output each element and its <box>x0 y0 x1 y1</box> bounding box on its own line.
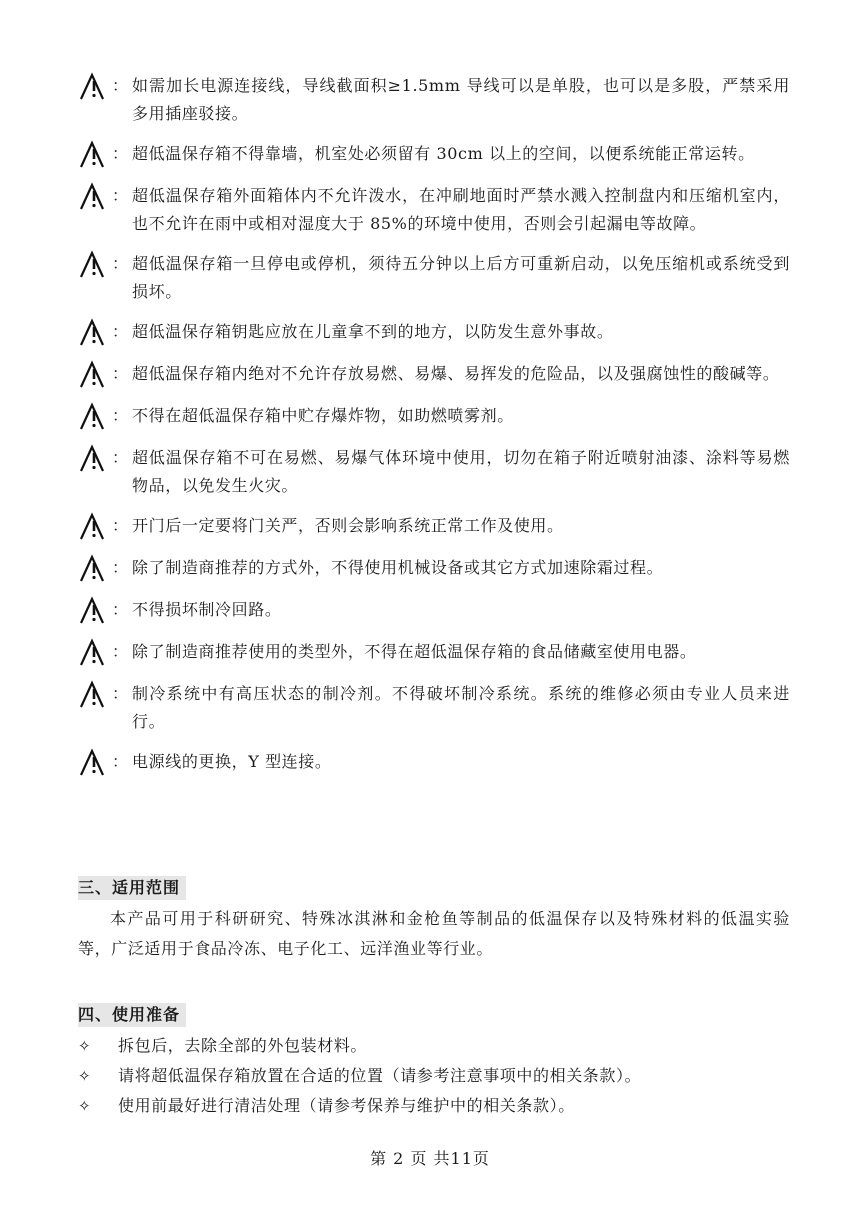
warning-colon: ： <box>112 186 129 205</box>
warning-item <box>78 250 790 306</box>
warning-colon: ： <box>112 642 129 661</box>
warning-text: 超低温保存箱一旦停电或停机，须待五分钟以上后方可重新启动，以免压缩机或系统受到损坏。 <box>132 254 790 301</box>
warning-colon: ： <box>112 322 129 341</box>
warning-colon: ： <box>112 684 129 703</box>
warning-text: 制冷系统中有高压状态的制冷剂。不得破坏制冷系统。系统的维修必须由专业人员来进行。 <box>132 684 790 731</box>
section-heading-scope: 三、适用范围 <box>78 876 186 900</box>
warning-text: 开门后一定要将门关严，否则会影响系统正常工作及使用。 <box>132 516 564 535</box>
bullet-star-icon: ✧ <box>78 1067 92 1085</box>
warning-triangle-icon <box>78 554 112 584</box>
warning-colon: ： <box>112 144 129 163</box>
warning-item <box>78 680 790 736</box>
list-item <box>78 1091 790 1121</box>
warning-item <box>78 638 790 668</box>
warning-colon: ： <box>112 516 129 535</box>
warning-item <box>78 140 790 170</box>
warning-triangle-icon <box>78 680 112 710</box>
list-item <box>78 1031 790 1061</box>
warning-triangle-icon <box>78 250 112 280</box>
warning-triangle-icon <box>78 360 112 390</box>
page-number: 第 2 页 共11页 <box>370 1149 490 1168</box>
warning-item <box>78 182 790 238</box>
warning-text: 不得损坏制冷回路。 <box>132 600 282 619</box>
warning-item <box>78 554 790 584</box>
warning-text: 超低温保存箱钥匙应放在儿童拿不到的地方，以防发生意外事故。 <box>132 322 614 341</box>
preparation-list <box>78 1031 790 1121</box>
warning-colon: ： <box>112 752 129 771</box>
warning-list <box>78 72 790 790</box>
section-body-scope: 本产品可用于科研研究、特殊冰淇淋和金枪鱼等制品的低温保存以及特殊材料的低温实验等，广泛适用于食品冷冻、电子化工、远洋渔业等行业。 <box>78 909 790 958</box>
warning-item <box>78 360 790 390</box>
warning-triangle-icon <box>78 748 112 778</box>
warning-colon: ： <box>112 254 129 273</box>
warning-item <box>78 72 790 128</box>
warning-text: 除了制造商推荐使用的类型外，不得在超低温保存箱的食品储藏室使用电器。 <box>132 642 697 661</box>
warning-item <box>78 596 790 626</box>
warning-colon: ： <box>112 76 129 95</box>
warning-triangle-icon <box>78 402 112 432</box>
warning-colon: ： <box>112 364 129 383</box>
list-item-text: 拆包后，去除全部的外包装材料。 <box>118 1036 368 1055</box>
warning-text: 超低温保存箱内绝对不允许存放易燃、易爆、易挥发的危险品，以及强腐蚀性的酸碱等。 <box>132 364 780 383</box>
section-heading-preparation: 四、使用准备 <box>78 1003 186 1027</box>
warning-item <box>78 512 790 542</box>
bullet-star-icon: ✧ <box>78 1097 92 1115</box>
warning-item <box>78 318 790 348</box>
warning-text: 除了制造商推荐的方式外，不得使用机械设备或其它方式加速除霜过程。 <box>132 558 664 577</box>
warning-item <box>78 748 790 778</box>
warning-item <box>78 444 790 500</box>
warning-text: 超低温保存箱不可在易燃、易爆气体环境中使用，切勿在箱子附近喷射油漆、涂料等易燃物品，以免发生火灾。 <box>132 448 790 495</box>
warning-triangle-icon <box>78 638 112 668</box>
warning-colon: ： <box>112 558 129 577</box>
section-preparation <box>78 1003 790 1121</box>
warning-text: 超低温保存箱不得靠墙，机室处必须留有 30cm 以上的空间，以便系统能正常运转。 <box>132 144 755 163</box>
list-item <box>78 1061 790 1091</box>
warning-triangle-icon <box>78 140 112 170</box>
warning-triangle-icon <box>78 182 112 212</box>
warning-triangle-icon <box>78 444 112 474</box>
warning-triangle-icon <box>78 72 112 102</box>
list-item-text: 使用前最好进行清洁处理（请参考保养与维护中的相关条款）。 <box>118 1096 575 1115</box>
warning-triangle-icon <box>78 318 112 348</box>
warning-triangle-icon <box>78 596 112 626</box>
warning-colon: ： <box>112 448 129 467</box>
section-scope <box>78 876 790 964</box>
warning-text: 超低温保存箱外面箱体内不允许泼水，在冲刷地面时严禁水溅入控制盘内和压缩机室内，也不允许在雨中或相对湿度大于 85%的环境中使用，否则会引起漏电等故障。 <box>132 186 790 233</box>
warning-text: 电源线的更换，Y 型连接。 <box>132 752 332 771</box>
warning-text: 不得在超低温保存箱中贮存爆炸物，如助燃喷雾剂。 <box>132 406 514 425</box>
warning-colon: ： <box>112 406 129 425</box>
warning-triangle-icon <box>78 512 112 542</box>
bullet-star-icon: ✧ <box>78 1037 92 1055</box>
list-item-text: 请将超低温保存箱放置在合适的位置（请参考注意事项中的相关条款）。 <box>118 1066 642 1085</box>
warning-text: 如需加长电源连接线，导线截面积≥1.5mm 导线可以是单股，也可以是多股，严禁采用多用插座驳接。 <box>132 76 790 123</box>
warning-colon: ： <box>112 600 129 619</box>
warning-item <box>78 402 790 432</box>
